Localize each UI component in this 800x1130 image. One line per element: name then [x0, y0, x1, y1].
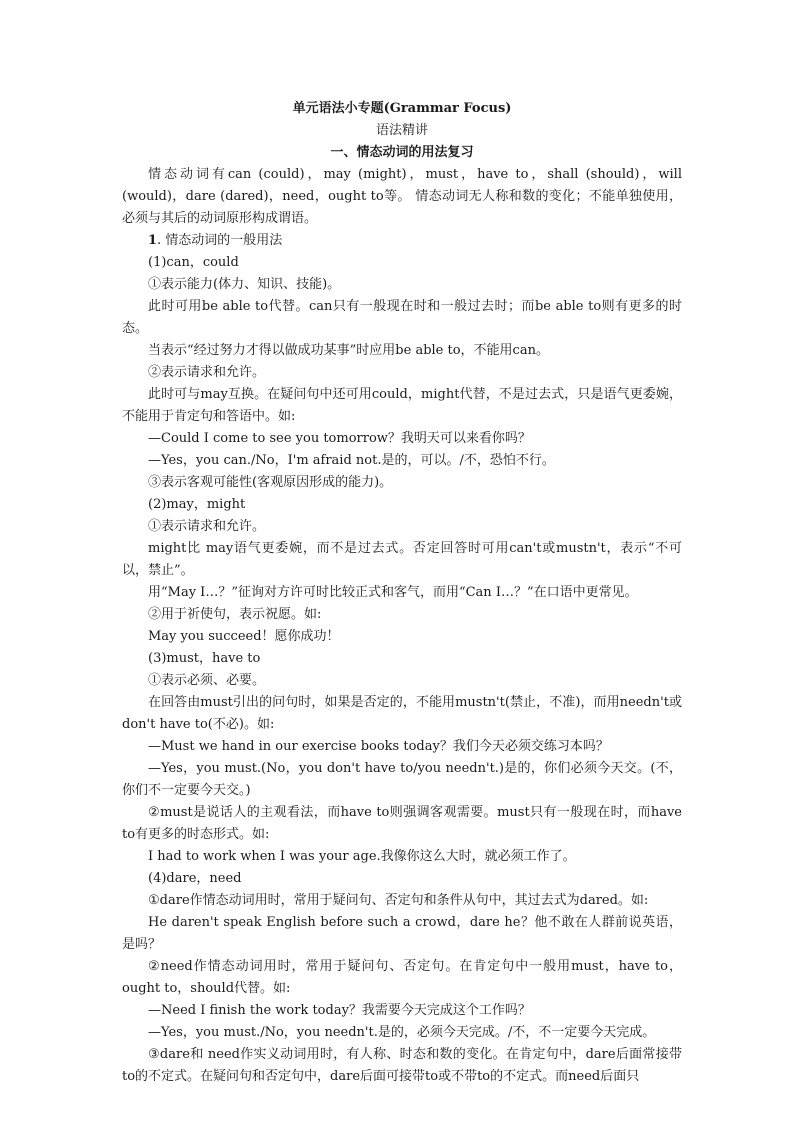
example-sentence: May you succeed！愿你成功！: [148, 629, 340, 644]
paragraph: 当表示“经过努力才得以做成功某事”时应用be able to，不能用can。: [148, 343, 549, 358]
example-sentence: —Could I come to see you tomorrow？我明天可以来看你吗？: [148, 431, 531, 446]
paragraph: ③dare和 need作实义动词用时，有人称、时态和数的变化。在肯定句中，dare后面常接带to的不定式。在疑问句和否定句中，dare后面可接带to或不带to的不定式。而need后面只: [122, 1047, 682, 1084]
paragraph: 此时可用be able to代替。can只有一般现在时和一般过去时；而be able to则有更多的时态。: [122, 299, 682, 336]
paragraph: 在回答由must引出的问句时，如果是否定的，不能用mustn't(禁止，不准)，而用needn't或don't have to(不必)。如:: [122, 695, 682, 732]
list-item: ①表示必须、必要。: [148, 673, 266, 688]
paragraph: ②must是说话人的主观看法，而have to则强调客观需要。must只有一般现在时，而have to有更多的时态形式。如:: [122, 805, 682, 842]
paragraph: ①dare作情态动词用时，常用于疑问句、否定句和条件从句中，其过去式为dared。如:: [148, 893, 649, 908]
heading-number: 1: [148, 233, 158, 248]
subheading-must-have-to: (3)must，have to: [148, 651, 261, 666]
example-sentence: —Yes，you must.(No，you don't have to/you needn't.)是的，你们必须今天交。(不，你们不一定要今天交。): [122, 761, 682, 798]
subheading-can-could: (1)can，could: [148, 255, 239, 270]
paragraph: 此时可与may互换。在疑问句中还可用could，might代替，不是过去式，只是语气更委婉，不能用于肯定句和答语中。如:: [122, 387, 682, 424]
list-item: ①表示能力(体力、知识、技能)。: [148, 277, 341, 292]
example-sentence: He daren't speak English before such a crowd，dare he？他不敢在人群前说英语，是吗？: [122, 915, 682, 952]
section-heading: 一、情态动词的用法复习: [330, 145, 474, 160]
page-subtitle: 语法精讲: [375, 123, 428, 138]
paragraph: ②need作情态动词用时，常用于疑问句、否定句。在肯定句中一般用must，have to，ought to，should代替。如:: [122, 959, 682, 996]
paragraph: might比 may语气更委婉，而不是过去式。否定回答时可用can't或mustn't，表示“不可以，禁止”。: [122, 541, 682, 578]
paragraph-intro: 情态动词有can (could)，may (might)，must，have to，shall (should)，will (would)，dare (dared)，need，ought to等。 情态动词无人称和数的变化；不能单独使用，必须与其后的动词原形构成谓语。: [122, 167, 682, 226]
paragraph: 用“May I…？”征询对方许可时比较正式和客气，而用“Can I…？”在口语中更常见。: [148, 585, 638, 600]
list-item: ②表示请求和允许。: [148, 365, 266, 380]
list-item: ①表示请求和允许。: [148, 519, 266, 534]
example-sentence: —Need I finish the work today？我需要今天完成这个工作吗？: [148, 1003, 531, 1018]
page-title: 单元语法小专题(Grammar Focus): [292, 101, 512, 116]
example-sentence: —Yes，you can./No，I'm afraid not.是的，可以。/不，恐怕不行。: [148, 453, 555, 468]
list-item: ②用于祈使句，表示祝愿。如:: [148, 607, 322, 622]
subheading-may-might: (2)may，might: [148, 497, 246, 512]
subheading-dare-need: (4)dare，need: [148, 871, 242, 886]
example-sentence: —Yes，you must./No，you needn't.是的，必须今天完成。/不，不一定要今天完成。: [148, 1025, 656, 1040]
example-sentence: I had to work when I was your age.我像你这么大时，就必须工作了。: [148, 849, 576, 864]
heading-general-usage: 1. 情态动词的一般用法: [148, 233, 283, 248]
list-item: ③表示客观可能性(客观原因形成的能力)。: [148, 475, 393, 490]
example-sentence: —Must we hand in our exercise books today？我们今天必须交练习本吗？: [148, 739, 609, 754]
